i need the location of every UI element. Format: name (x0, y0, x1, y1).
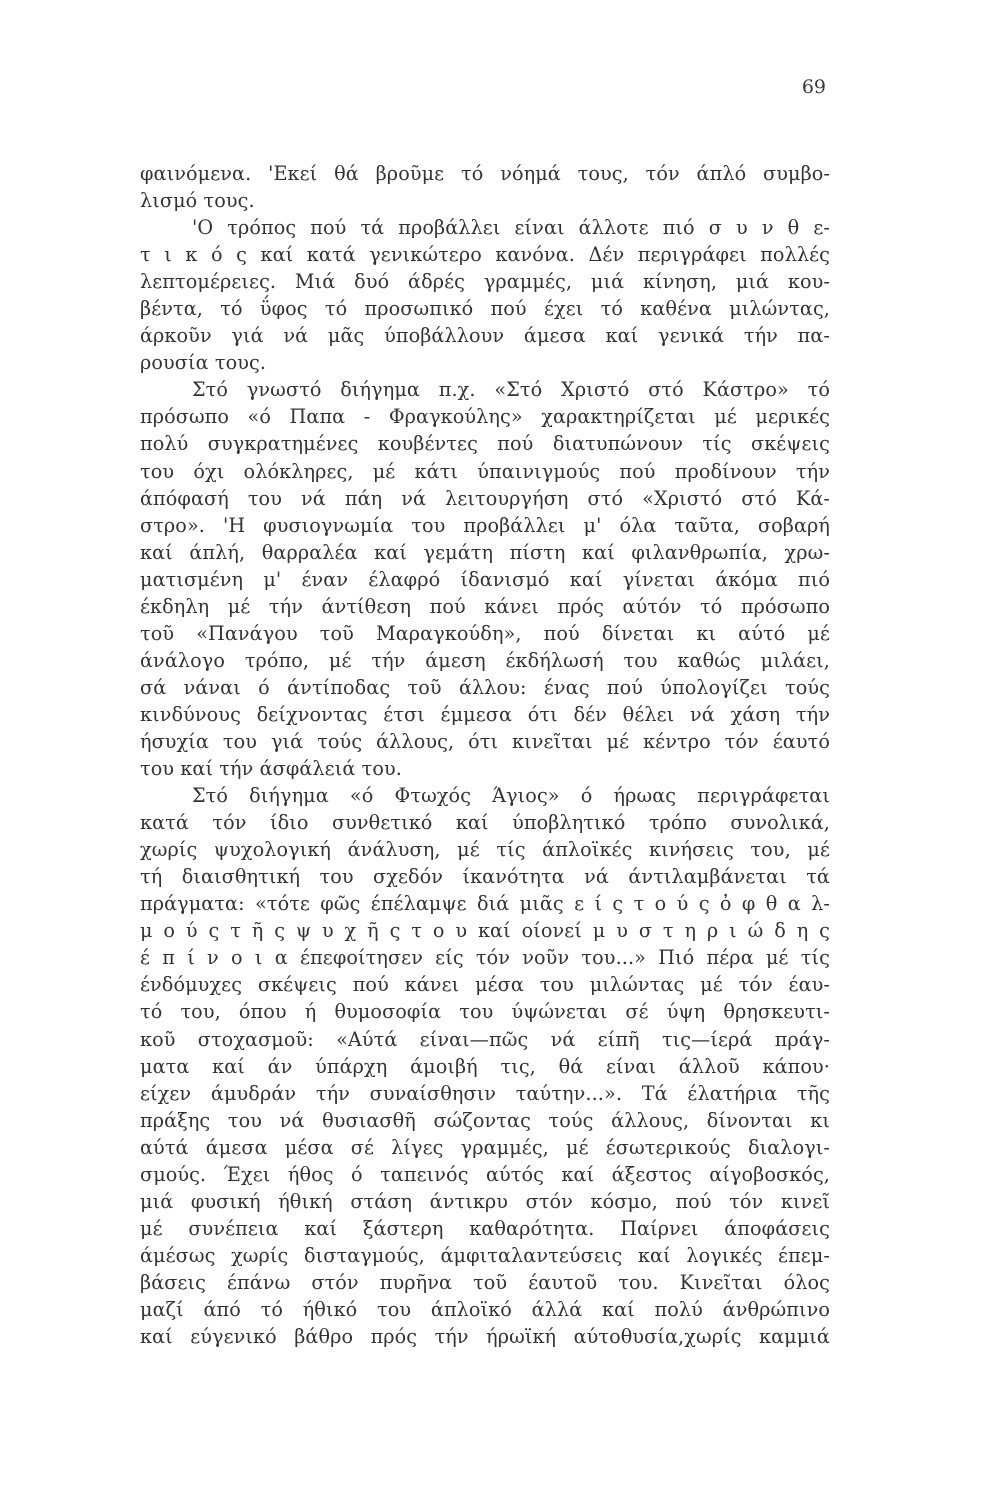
text-line: έκδηλη μέ τήν άντίθεση πού κάνει πρός αύτόν τό πρόσωπο (140, 594, 830, 618)
text-line: στρο». 'Η φυσιογνωμία του προβάλλει μ' όλα ταῦτα, σοβαρή (140, 513, 830, 537)
text-line: καί εύγενικό βάθρο πρός τήν ήρωϊκή αύτοθυσία,χωρίς καμμιά (140, 1325, 830, 1349)
text-line: βάσεις έπάνω στόν πυρῆνα τοῦ έαυτοῦ του. Κινεῖται όλος (140, 1270, 830, 1294)
text-line: Στό γνωστό διήγημα π.χ. «Στό Χριστό στό Κάστρο» τό (192, 378, 830, 402)
text-line: του όχι ολόκληρες, μέ κάτι ύπαινιγμούς πού προδίνουν τήν (140, 459, 830, 483)
text-line: τ ι κ ό ς καί κατά γενικώτερο κανόνα. Δέν περιγράφει πολλές (140, 243, 830, 267)
text-line: αύτά άμεσα μέσα σέ λίγες γραμμές, μέ έσωτερικούς διαλογι- (140, 1135, 830, 1159)
text-line: πράξης του νά θυσιασθῆ σώζοντας τούς άλλους, δίνονται κι (140, 1108, 830, 1132)
text-line: τό του, όπου ή θυμοσοφία του ύψώνεται σέ ύψη θρησκευτι- (140, 1000, 830, 1024)
text-line: ήσυχία του γιά τούς άλλους, ότι κινεῖται μέ κέντρο τόν έαυτό (140, 729, 830, 753)
text-line: λεπτομέρειες. Μιά δυό άδρές γραμμές, μιά κίνηση, μιά κου- (140, 270, 830, 294)
text-line: του καί τήν άσφάλειά του. (140, 757, 402, 781)
text-line: μαζί άπό τό ήθικό του άπλοϊκό άλλά καί πολύ άνθρώπινο (140, 1297, 830, 1321)
text-line: τοῦ «Πανάγου τοῦ Μαραγκούδη», πού δίνεται κι αύτό μέ (140, 621, 830, 645)
text-line: πρόσωπο «ό Παπα - Φραγκούλης» χαρακτηρίζεται μέ μερικές (140, 405, 830, 429)
text-line: λισμό τους. (140, 189, 255, 213)
text-line: έ π ί ν ο ι α έπεφοίτησεν είς τόν νοῦν του...» Πιό πέρα μέ τίς (140, 946, 830, 970)
text-line: είχεν άμυδράν τήν συναίσθησιν ταύτην...». Τά έλατήρια τῆς (140, 1081, 830, 1105)
text-line: μιά φυσική ήθική στάση άντικρυ στόν κόσμο, πού τόν κινεῖ (140, 1189, 830, 1213)
text-line: μέ συνέπεια καί ξάστερη καθαρότητα. Παίρνει άποφάσεις (140, 1216, 830, 1240)
text-line: κινδύνους δείχνοντας έτσι έμμεσα ότι δέν θέλει νά χάση τήν (140, 702, 830, 726)
text-line: καί άπλή, θαρραλέα καί γεμάτη πίστη καί φιλανθρωπία, χρω- (140, 540, 830, 564)
text-line: πράγματα: «τότε φῶς έπέλαμψε διά μιᾶς ε ί ς τ ο ύ ς ὀ φ θ α λ- (140, 892, 830, 916)
text-line: ματα καί άν ύπάρχη άμοιβή τις, θά είναι άλλοῦ κάπου· (140, 1054, 830, 1078)
text-line: τή διαισθητική του σχεδόν ίκανότητα νά άντιλαμβάνεται τά (140, 865, 830, 889)
text-line: ματισμένη μ' έναν έλαφρό ίδανισμό καί γίνεται άκόμα πιό (140, 567, 830, 591)
body-text (140, 160, 830, 1350)
text-line: πολύ συγκρατημένες κουβέντες πού διατυπώνουν τίς σκέψεις (140, 432, 830, 456)
text-line: 'Ο τρόπος πού τά προβάλλει είναι άλλοτε πιό σ υ ν θ ε- (192, 216, 830, 240)
text-line: σά νάναι ό άντίποδας τοῦ άλλου: ένας πού ύπολογίζει τούς (140, 675, 830, 699)
text-line: ένδόμυχες σκέψεις πού κάνει μέσα του μιλώντας μέ τόν έαυ- (140, 973, 830, 997)
text-line: κατά τόν ίδιο συνθετικό καί ύποβλητικό τρόπο συνολικά, (140, 811, 830, 835)
page-number: 69 (801, 76, 826, 98)
text-line: άρκοῦν γιά νά μᾶς ύποβάλλουν άμεσα καί γενικά τήν πα- (140, 324, 830, 348)
text-line: ρουσία τους. (140, 351, 267, 375)
text-line: άνάλογο τρόπο, μέ τήν άμεση έκδήλωσή του καθώς μιλάει, (140, 648, 830, 672)
text-line: Στό διήγημα «ό Φτωχός Άγιος» ό ήρωας περιγράφεται (192, 784, 830, 808)
text-line: κοῦ στοχασμοῦ: «Αύτά είναι—πῶς νά είπῆ τις—ίερά πράγ- (140, 1027, 830, 1051)
text-line: φαινόμενα. 'Εκεί θά βροῦμε τό νόημά τους, τόν άπλό συμβο- (140, 162, 830, 185)
text-line: χωρίς ψυχολογική άνάλυση, μέ τίς άπλοϊκές κινήσεις του, μέ (140, 838, 830, 862)
text-line: μ ο ύ ς τ ῆ ς ψ υ χ ῆ ς τ ο υ καί οίονεί μ υ σ τ η ρ ι ώ δ η ς (140, 919, 830, 943)
text-line: άπόφασή του νά πάη νά λειτουργήση στό «Χριστό στό Κά- (140, 486, 830, 510)
text-line: άμέσως χωρίς δισταγμούς, άμφιταλαντεύσεις καί λογικές έπεμ- (140, 1243, 830, 1267)
text-line: βέντα, τό ΰφος τό προσωπικό πού έχει τό καθένα μιλώντας, (140, 297, 830, 321)
text-line: σμούς. Έχει ήθος ό ταπεινός αύτός καί άξεστος αίγοβοσκός, (140, 1162, 830, 1186)
